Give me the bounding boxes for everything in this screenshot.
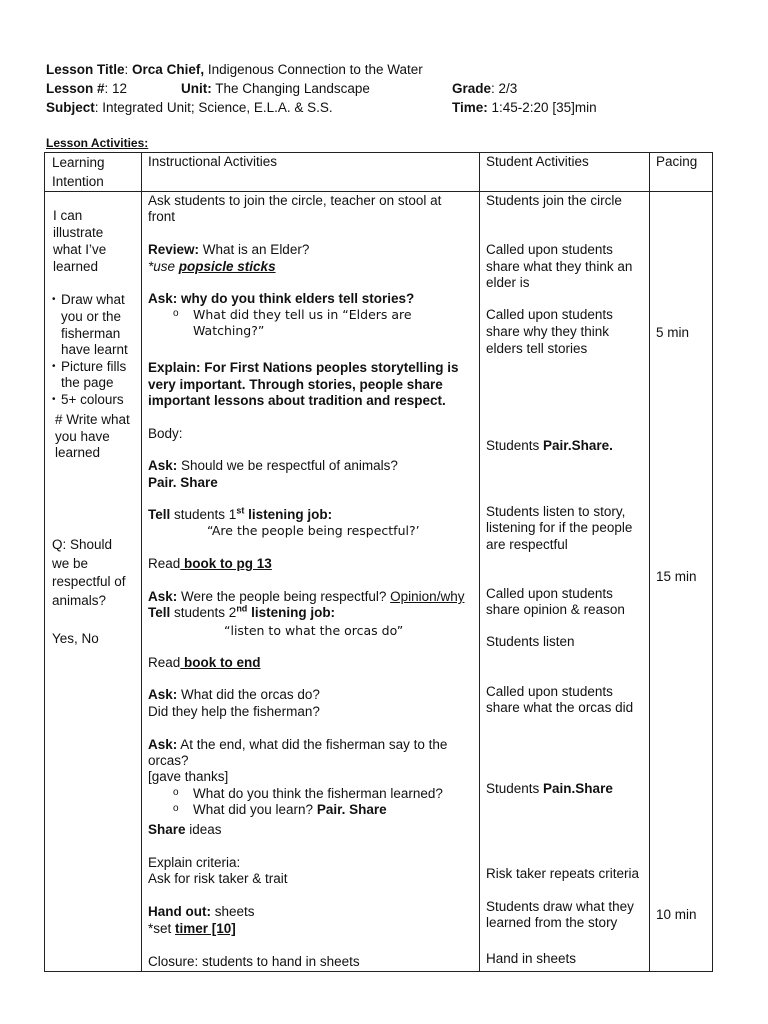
learning-text: learned xyxy=(53,259,99,274)
instruction-text: sheets xyxy=(211,904,255,919)
lesson-title-label: Lesson Title xyxy=(46,62,125,77)
instruction-text: Ask for risk taker & trait xyxy=(148,871,288,886)
explain-text: very important. Through stories, people share xyxy=(148,377,443,392)
book-end-text: book to end xyxy=(180,655,261,670)
criteria-text: the page xyxy=(61,375,114,390)
ask-orcas-line xyxy=(148,686,320,703)
pacing-text: 5 min xyxy=(656,325,690,340)
header-text: Learning xyxy=(52,155,105,170)
instruction-text: Did they help the fisherman? xyxy=(148,704,320,719)
column-divider-3 xyxy=(649,152,650,972)
opinion-text: Opinion/why xyxy=(390,589,465,604)
instruction-text: students 1 xyxy=(170,507,237,522)
student-text: Called upon students xyxy=(486,242,613,257)
sub-question-text: Watching?” xyxy=(193,323,265,338)
lesson-number-value: : 12 xyxy=(104,81,128,96)
pacing-text: 10 min xyxy=(656,907,697,922)
student-text: are respectful xyxy=(486,537,568,552)
question-text: we be xyxy=(52,556,89,571)
lesson-number-line xyxy=(46,81,127,96)
subject-value: : Integrated Unit; Science, E.L.A. & S.S. xyxy=(94,100,333,115)
bold-label: Review: xyxy=(148,242,200,257)
question-text: Q: Should xyxy=(52,537,113,552)
student-text: share opinion & reason xyxy=(486,602,625,617)
student-text: Called upon students xyxy=(486,586,613,601)
instruction-text: front xyxy=(148,209,176,224)
lesson-title-line xyxy=(46,62,423,77)
student-text: share what the orcas did xyxy=(486,700,634,715)
criteria-text: you have xyxy=(55,429,110,444)
instruction-text: Read xyxy=(148,556,181,571)
criteria-text: learned xyxy=(55,445,101,460)
instruction-text: students 2 xyxy=(170,605,237,620)
instruction-text: *set xyxy=(148,921,176,936)
student-text: elders tell stories xyxy=(486,341,588,356)
bullet-icon: • xyxy=(52,361,56,372)
pair-share-text: Pair. Share xyxy=(316,802,387,817)
student-text: Called upon students xyxy=(486,307,613,322)
grade-label: Grade xyxy=(452,81,492,96)
superscript: st xyxy=(236,505,245,516)
instruction-text: Read xyxy=(148,655,181,670)
student-text: Students xyxy=(486,781,544,796)
student-text: Students listen xyxy=(486,634,575,649)
student-text: Hand in sheets xyxy=(486,951,577,966)
instruction-text: Explain criteria: xyxy=(148,855,241,870)
circle-bullet-icon: o xyxy=(173,308,179,319)
criteria-text: have learnt xyxy=(61,342,128,357)
subject-line xyxy=(46,100,333,115)
unit-label: Unit: xyxy=(181,81,212,96)
bold-label: Tell xyxy=(148,507,171,522)
time-value: 1:45-2:20 [35]min xyxy=(487,100,597,115)
bullet-icon: • xyxy=(52,294,56,305)
lesson-title-name: Orca Chief, xyxy=(132,62,205,77)
share-ideas-line xyxy=(148,821,222,838)
time-label: Time: xyxy=(452,100,488,115)
criteria-text: fisherman xyxy=(61,326,121,341)
criteria-text: 5+ colours xyxy=(61,392,124,407)
bold-label: listening job: xyxy=(244,507,333,522)
sub-question-text: What did they tell us in “Elders are xyxy=(193,307,412,322)
instruction-text: *use xyxy=(148,259,179,274)
learning-text: I can xyxy=(53,208,83,223)
table-border-bottom xyxy=(44,971,713,972)
ask-end-line xyxy=(148,736,447,753)
pain-share-text: Pain.Share xyxy=(543,781,613,796)
student-text: Called upon students xyxy=(486,684,613,699)
learning-text: what I’ve xyxy=(53,242,107,257)
explain-text: important lessons about tradition and respect. xyxy=(148,393,446,408)
popsicle-sticks-text: popsicle sticks xyxy=(178,259,276,274)
use-line xyxy=(148,258,276,275)
student-pair-share-line xyxy=(486,437,613,454)
student-pain-share-line xyxy=(486,780,613,797)
read-first-line xyxy=(148,555,272,572)
review-line xyxy=(148,241,309,258)
lesson-number-label: Lesson # xyxy=(46,81,105,96)
instruction-text: At the end, what did the fisherman say to the xyxy=(177,737,448,752)
header-student-activities: Student Activities xyxy=(486,154,589,169)
bold-label: Ask: xyxy=(148,687,178,702)
header-pacing: Pacing xyxy=(656,154,698,169)
instruction-text: Were the people being respectful? xyxy=(177,589,391,604)
header-instructional-activities: Instructional Activities xyxy=(148,154,278,169)
bold-label: Ask: xyxy=(148,458,178,473)
bold-label: Ask: xyxy=(148,589,178,604)
time-line xyxy=(452,100,597,115)
timer-text: timer [10] xyxy=(175,921,236,936)
criteria-text: you or the xyxy=(61,309,122,324)
header-text: Intention xyxy=(52,174,104,189)
header-learning-intention xyxy=(52,153,105,191)
student-text: Students xyxy=(486,438,544,453)
instruction-text: What did the orcas do? xyxy=(177,687,320,702)
explain-text: Explain: For First Nations peoples storytelling is xyxy=(148,360,459,375)
circle-bullet-icon: o xyxy=(173,803,179,814)
pair-share-text: Pair. Share xyxy=(148,475,218,490)
superscript: nd xyxy=(236,603,248,614)
set-timer-line xyxy=(148,920,236,937)
student-text: Students join the circle xyxy=(486,193,622,208)
pair-share-text: Pair.Share. xyxy=(543,438,613,453)
ask-respect-line xyxy=(148,457,398,474)
student-text: share what they think an xyxy=(486,259,633,274)
quote-text: “Are the people being respectful?’ xyxy=(207,523,420,538)
grade-line xyxy=(452,81,517,96)
grade-value: : 2/3 xyxy=(491,81,518,96)
book-page-text: book to pg 13 xyxy=(180,556,272,571)
student-text: Students draw what they xyxy=(486,899,634,914)
criteria-text: Picture fills xyxy=(61,359,127,374)
student-text: Risk taker repeats criteria xyxy=(486,866,640,881)
pacing-text: 15 min xyxy=(656,569,697,584)
question-text: respectful of xyxy=(52,574,126,589)
student-text: elder is xyxy=(486,275,530,290)
instruction-text: Should we be respectful of animals? xyxy=(177,458,398,473)
criteria-text: Draw what xyxy=(61,292,125,307)
student-text: share why they think xyxy=(486,324,610,339)
unit-value: The Changing Landscape xyxy=(211,81,370,96)
table-border-right xyxy=(712,152,713,972)
instruction-text: ideas xyxy=(185,822,222,837)
ask-why-text: Ask: why do you think elders tell stories? xyxy=(148,291,415,306)
table-border-top xyxy=(44,152,713,153)
lesson-title-rest: Indigenous Connection to the Water xyxy=(204,62,423,77)
bold-label: Hand out: xyxy=(148,904,211,919)
sub-question-line xyxy=(193,801,387,818)
question-text: animals? xyxy=(52,593,107,608)
bold-label: listening job: xyxy=(247,605,336,620)
subject-label: Subject xyxy=(46,100,95,115)
hand-out-line xyxy=(148,903,255,920)
closure-text: Closure: students to hand in sheets xyxy=(148,954,360,969)
instruction-text: Ask students to join the circle, teacher on stool at xyxy=(148,193,442,208)
body-label: Body: xyxy=(148,426,183,441)
sub-question-text: What did you learn? xyxy=(193,802,317,817)
sub-question-text: What do you think the fisherman learned? xyxy=(193,786,443,801)
instruction-text: What is an Elder? xyxy=(199,242,310,257)
column-divider-2 xyxy=(479,152,480,972)
section-label: Lesson Activities: xyxy=(46,136,149,150)
quote-text: “listen to what the orcas do” xyxy=(224,623,404,638)
circle-bullet-icon: o xyxy=(173,787,179,798)
bold-label: Tell xyxy=(148,605,171,620)
instruction-text: orcas? xyxy=(148,753,189,768)
bullet-icon: • xyxy=(52,394,56,405)
unit-line xyxy=(181,81,370,96)
table-border-left xyxy=(44,152,45,972)
column-divider-1 xyxy=(141,152,142,972)
student-text: learned from the story xyxy=(486,915,618,930)
separator: : xyxy=(124,62,133,77)
tell-first-line xyxy=(148,506,332,523)
learning-text: illustrate xyxy=(53,225,104,240)
criteria-text: # Write what xyxy=(55,412,130,427)
answer-text: Yes, No xyxy=(52,631,99,646)
bold-label: Share xyxy=(148,822,186,837)
ask-were-line xyxy=(148,588,464,605)
tell-second-line xyxy=(148,604,335,621)
student-text: listening for if the people xyxy=(486,520,633,535)
instruction-text: [gave thanks] xyxy=(148,769,229,784)
student-text: Students listen to story, xyxy=(486,504,626,519)
read-second-line xyxy=(148,654,261,671)
bold-label: Ask: xyxy=(148,737,178,752)
